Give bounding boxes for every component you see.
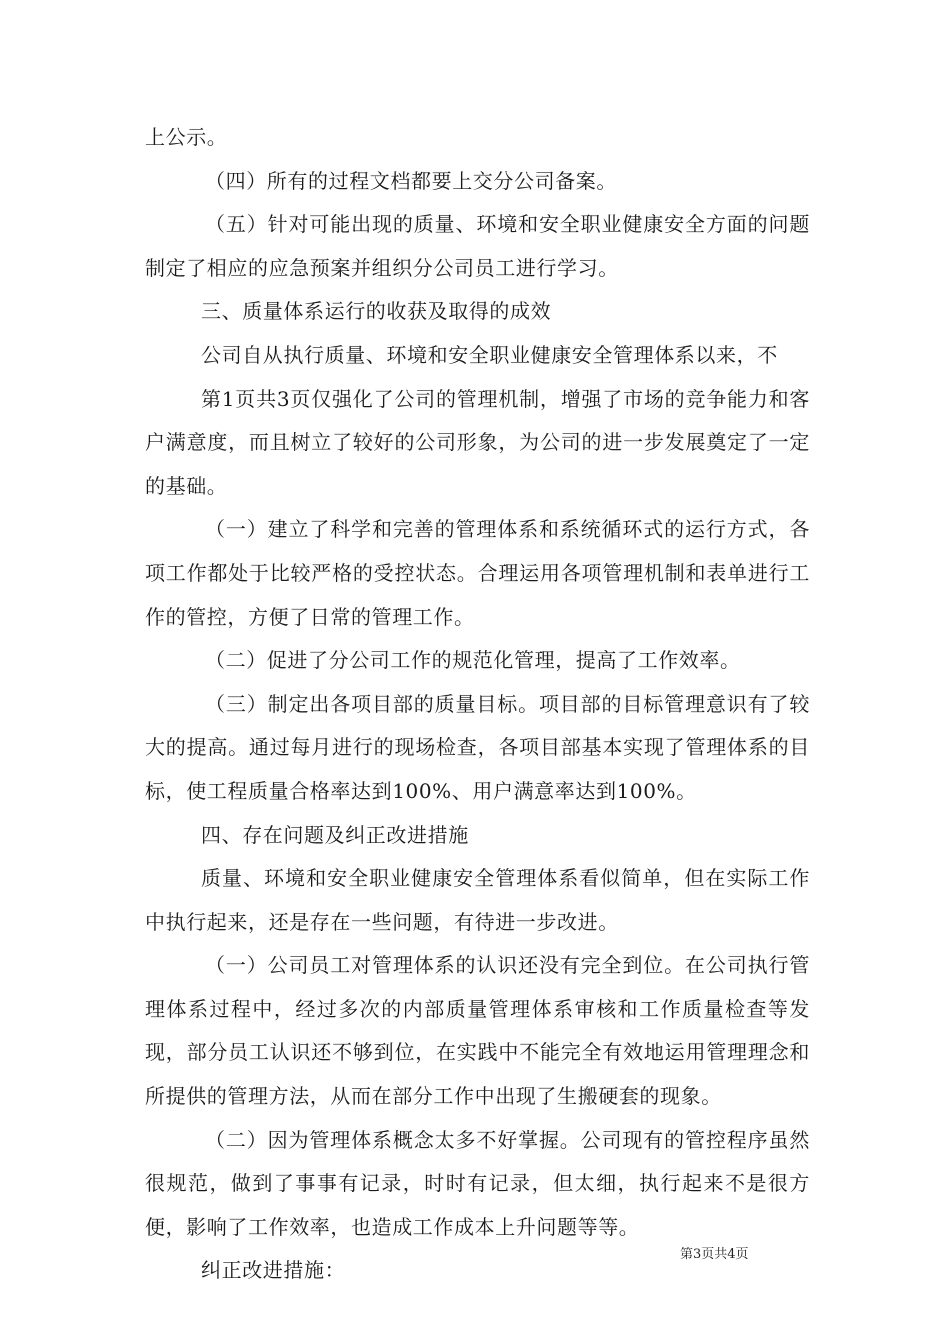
paragraph: 第1页共3页仅强化了公司的管理机制，增强了市场的竞争能力和客户满意度，而且树立了较好的公司形象，为公司的进一步发展奠定了一定的基础。 xyxy=(145,386,810,498)
paragraph: （三）制定出各项目部的质量目标。项目部的目标管理意识有了较大的提高。通过每月进行的现场检查，各项目部基本实现了管理体系的目标，使工程质量合格率达到100%、用户满意率达到100%。 xyxy=(145,691,810,803)
paragraph: （一）建立了科学和完善的管理体系和系统循环式的运行方式，各项工作都处于比较严格的受控状态。合理运用各项管理机制和表单进行工作的管控，方便了日常的管理工作。 xyxy=(145,517,810,629)
paragraph: （二）促进了分公司工作的规范化管理，提高了工作效率。 xyxy=(205,648,741,673)
paragraph: （四）所有的过程文档都要上交分公司备案。 xyxy=(205,168,617,193)
paragraph: 纠正改进措施： xyxy=(201,1258,346,1283)
paragraph: （二）因为管理体系概念太多不好掌握。公司现有的管控程序虽然很规范，做到了事事有记录，时时有记录，但太细，执行起来不是很方便，影响了工作效率，也造成工作成本上升问题等等。 xyxy=(145,1127,810,1239)
paragraph: 上公示。 xyxy=(145,125,228,149)
paragraph: （五）针对可能出现的质量、环境和安全职业健康安全方面的问题制定了相应的应急预案并组织分公司员工进行学习。 xyxy=(145,212,810,280)
page-number-footer: 第3页共4页 xyxy=(680,1247,749,1262)
document-body xyxy=(145,116,810,1293)
paragraph: 质量、环境和安全职业健康安全管理体系看似简单，但在实际工作中执行起来，还是存在一些问题，有待进一步改进。 xyxy=(145,866,810,934)
section-heading: 三、质量体系运行的收获及取得的成效 xyxy=(201,299,552,324)
paragraph: （一）公司员工对管理体系的认识还没有完全到位。在公司执行管理体系过程中，经过多次的内部质量管理体系审核和工作质量检查等发现，部分员工认识还不够到位，在实践中不能完全有效地运用管理理念和所提供的管理方法，从而在部分工作中出现了生搬硬套的现象。 xyxy=(145,953,810,1109)
section-heading: 四、存在问题及纠正改进措施 xyxy=(201,822,469,847)
paragraph: 公司自从执行质量、环境和安全职业健康安全管理体系以来，不 xyxy=(201,342,778,367)
